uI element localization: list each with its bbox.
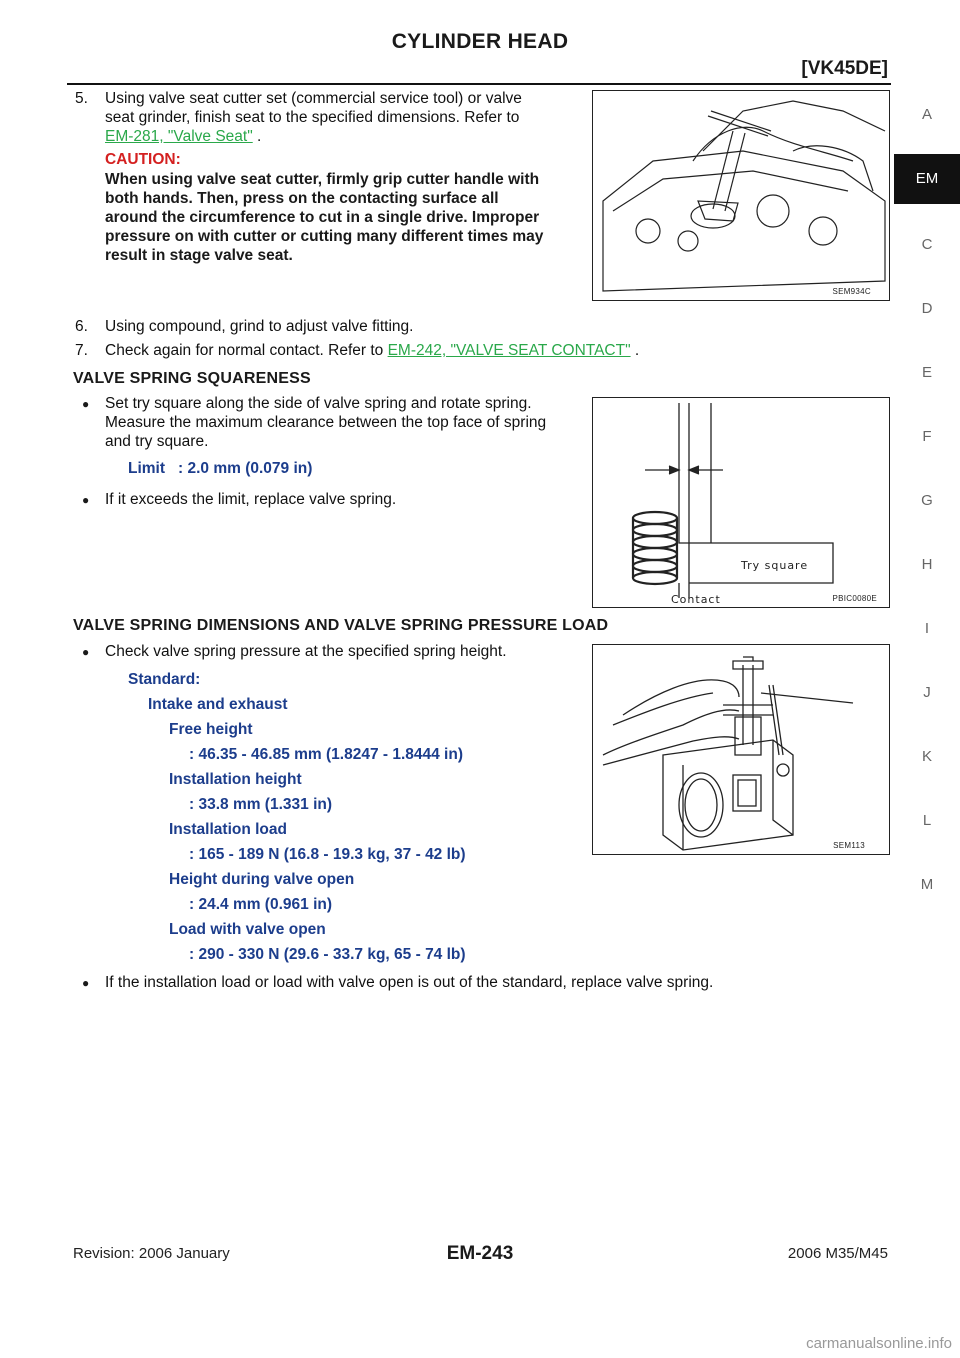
bullet-icon: ● (82, 645, 90, 659)
squareness-heading: VALVE SPRING SQUARENESS (73, 370, 311, 387)
step-5-line-1: Using valve seat cutter set (commercial service tool) or valve (105, 90, 522, 107)
height-open-value: : 24.4 mm (0.961 in) (189, 896, 333, 913)
caution-line-1: When using valve seat cutter, firmly grip cutter handle with (105, 171, 540, 188)
step-6-number: 6. (75, 318, 88, 335)
section-tab-c[interactable]: C (921, 236, 933, 253)
revision-text: Revision: 2006 January (73, 1245, 230, 1262)
section-tab-f[interactable]: F (922, 428, 932, 445)
step-5-number: 5. (75, 90, 88, 107)
section-tab-em[interactable]: EM (894, 154, 960, 204)
dimensions-check-text: Check valve spring pressure at the specified spring height. (105, 643, 507, 660)
load-open-label: Load with valve open (169, 921, 326, 938)
section-tab-a[interactable]: A (921, 106, 932, 123)
bullet-icon: ● (82, 397, 90, 411)
section-tab-i[interactable]: I (924, 620, 930, 637)
dimensions-heading: VALVE SPRING DIMENSIONS AND VALVE SPRING PRESSURE LOAD (73, 617, 609, 634)
section-tab-k[interactable]: K (921, 748, 932, 765)
standard-label: Standard: (128, 671, 201, 688)
header-divider (67, 83, 891, 85)
figure-code-sem934c: SEM934C (832, 287, 871, 296)
load-open-value: : 290 - 330 N (29.6 - 33.7 kg, 65 - 74 lb) (189, 946, 466, 963)
installation-load-value: : 165 - 189 N (16.8 - 19.3 kg, 37 - 42 lb) (189, 846, 466, 863)
squareness-line-2: Measure the maximum clearance between the top face of spring (105, 414, 547, 431)
page-title: CYLINDER HEAD (391, 30, 569, 53)
step-7-number: 7. (75, 342, 88, 359)
try-square-illustration (593, 398, 889, 607)
figure-spring-tester (592, 644, 890, 855)
caution-label: CAUTION: (105, 151, 181, 168)
valve-seat-link[interactable]: EM-281, "Valve Seat" (105, 128, 253, 145)
caution-line-3: around the circumference to cut in a single drive. Improper (105, 209, 540, 226)
page-number: EM-243 (446, 1243, 514, 1264)
section-tab-j[interactable]: J (923, 684, 931, 701)
figure-valve-seat-cutter (592, 90, 890, 301)
section-tab-g[interactable]: G (921, 492, 933, 509)
limit-value: : 2.0 mm (0.079 in) (178, 460, 313, 477)
valve-seat-contact-link[interactable]: EM-242, "VALVE SEAT CONTACT" (387, 342, 631, 359)
valve-seat-cutter-illustration (593, 91, 889, 300)
spring-tester-illustration (593, 645, 889, 854)
contact-label: Contact (671, 593, 721, 606)
step-7-text: Check again for normal contact. Refer to EM-242, "VALVE SEAT CONTACT" . (105, 342, 640, 359)
watermark: carmanualsonline.info (806, 1335, 952, 1352)
height-open-label: Height during valve open (169, 871, 355, 888)
model-text: 2006 M35/M45 (787, 1245, 888, 1262)
step-5-line-2: seat grinder, finish seat to the specified dimensions. Refer to (105, 109, 520, 126)
caution-line-2: both hands. Then, press on the contacting surface all (105, 190, 499, 207)
squareness-line-3: and try square. (105, 433, 209, 450)
section-tab-l[interactable]: L (922, 812, 932, 829)
dimensions-replace-text: If the installation load or load with valve open is out of the standard, replace valve spring. (105, 974, 714, 991)
step-5-reference: EM-281, "Valve Seat" . (105, 128, 262, 145)
squareness-line-1: Set try square along the side of valve spring and rotate spring. (105, 395, 532, 412)
intake-exhaust-label: Intake and exhaust (148, 696, 288, 713)
step-6-text: Using compound, grind to adjust valve fitting. (105, 318, 414, 335)
figure-code-sem113: SEM113 (833, 841, 865, 850)
squareness-replace-text: If it exceeds the limit, replace valve spring. (105, 491, 397, 508)
try-square-label: Try square (741, 559, 809, 572)
bullet-icon: ● (82, 493, 90, 507)
installation-height-value: : 33.8 mm (1.331 in) (189, 796, 333, 813)
section-tab-e[interactable]: E (921, 364, 932, 381)
bullet-icon: ● (82, 976, 90, 990)
caution-line-5: result in stage valve seat. (105, 247, 293, 264)
caution-line-4: pressure on with cutter or cutting many different times may (105, 228, 544, 245)
engine-code: [VK45DE] (801, 58, 888, 79)
section-tab-d[interactable]: D (921, 300, 933, 317)
figure-try-square (592, 397, 890, 608)
installation-load-label: Installation load (169, 821, 287, 838)
section-tab-h[interactable]: H (921, 556, 933, 573)
free-height-value: : 46.35 - 46.85 mm (1.8247 - 1.8444 in) (189, 746, 463, 763)
installation-height-label: Installation height (169, 771, 302, 788)
limit-label: Limit (128, 460, 166, 477)
free-height-label: Free height (169, 721, 253, 738)
section-tab-m[interactable]: M (920, 876, 934, 893)
figure-code-pbic0080e: PBIC0080E (832, 594, 877, 603)
